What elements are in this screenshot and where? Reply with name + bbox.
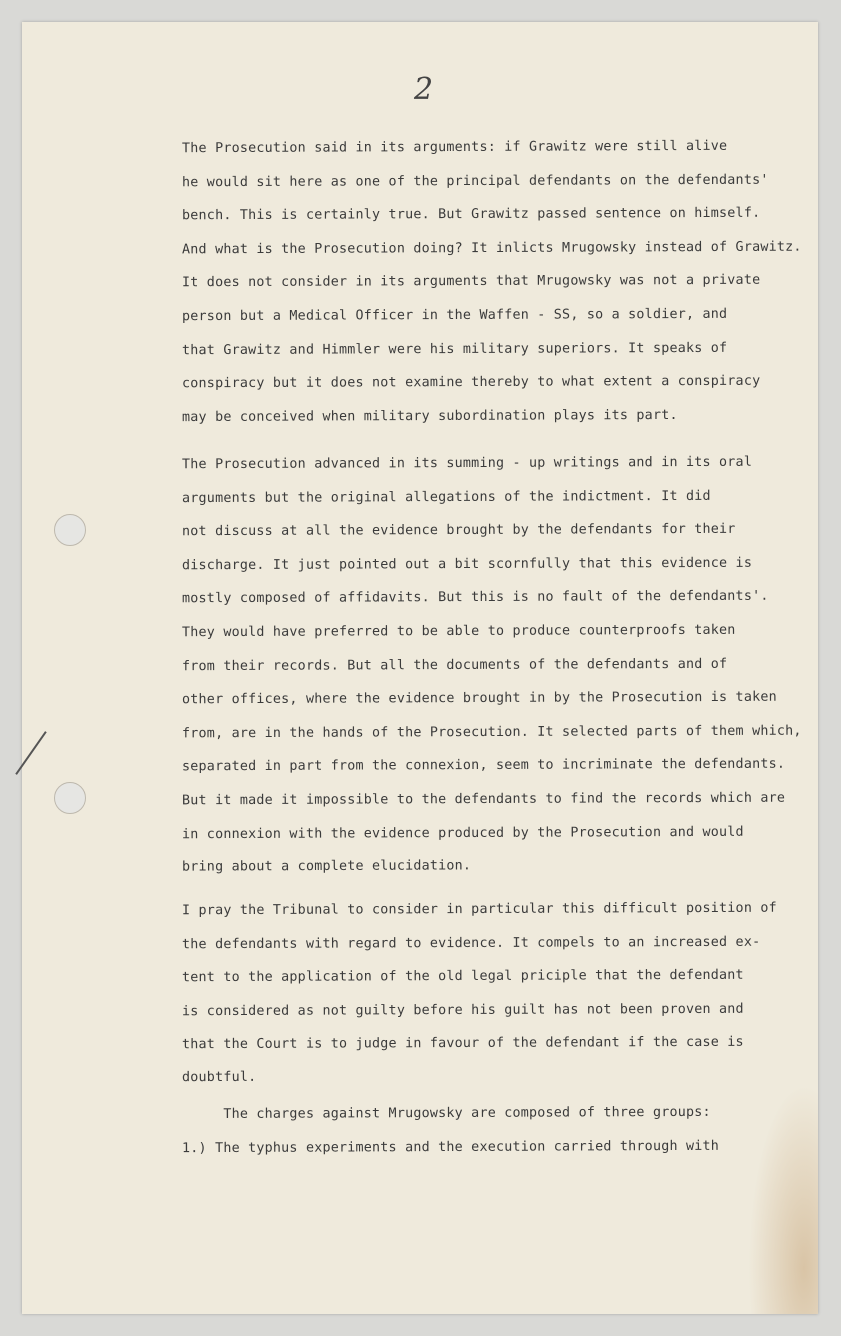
text-line: person but a Medical Officer in the Waffen - SS, so a soldier, and bbox=[181, 306, 728, 325]
text-line: But it made it impossible to the defendants to find the records which are bbox=[181, 790, 786, 809]
text-line: arguments but the original allegations of the indictment. It did bbox=[181, 488, 711, 506]
text-line: The Prosecution said in its arguments: if Grawitz were still alive bbox=[181, 138, 728, 157]
punch-hole-top bbox=[54, 514, 86, 546]
text-line: he would sit here as one of the principal defendants on the defendants' bbox=[181, 172, 769, 190]
text-line: that Grawitz and Himmler were his military superiors. It speaks of bbox=[181, 340, 728, 358]
text-line: from their records. But all the documents of the defendants and of bbox=[181, 656, 728, 674]
text-line: The charges against Mrugowsky are composed of three groups: bbox=[181, 1104, 711, 1123]
text-line: separated in part from the connexion, seem to incriminate the defendants. bbox=[181, 757, 786, 775]
margin-pencil-mark bbox=[15, 731, 46, 775]
text-line: mostly composed of affidavits. But this is no fault of the defendants'. bbox=[181, 589, 769, 607]
text-line: that the Court is to judge in favour of the defendant if the case is bbox=[181, 1035, 744, 1053]
text-line: They would have preferred to be able to produce counterproofs taken bbox=[181, 622, 736, 641]
text-line: conspiracy but it does not examine thereby to what extent a conspiracy bbox=[181, 373, 761, 392]
text-line: the defendants with regard to evidence. It compels to an increased ex- bbox=[181, 934, 761, 952]
text-line: bring about a complete elucidation. bbox=[181, 858, 472, 875]
punch-hole-bottom bbox=[54, 782, 86, 814]
text-line: tent to the application of the old legal priciple that the defendant bbox=[181, 967, 744, 986]
text-line: may be conceived when military subordination plays its part. bbox=[181, 407, 678, 425]
text-line: 1.) The typhus experiments and the execution carried through with bbox=[181, 1138, 720, 1156]
document-page bbox=[22, 22, 818, 1314]
text-line: I pray the Tribunal to consider in particular this difficult position of bbox=[181, 900, 777, 919]
text-line: The Prosecution advanced in its summing - up writings and in its oral bbox=[181, 454, 753, 473]
text-line: bench. This is certainly true. But Grawitz passed sentence on himself. bbox=[181, 205, 761, 224]
text-line: not discuss at all the evidence brought by the defendants for their bbox=[181, 521, 736, 540]
text-line: other offices, where the evidence brought in by the Prosecution is taken bbox=[181, 689, 777, 708]
text-line: in connexion with the evidence produced by the Prosecution and would bbox=[181, 824, 744, 842]
text-line: is considered as not guilty before his guilt has not been proven and bbox=[181, 1001, 744, 1020]
text-line: And what is the Prosecution doing? It inlicts Mrugowsky instead of Grawitz. bbox=[181, 239, 802, 258]
text-line: It does not consider in its arguments that Mrugowsky was not a private bbox=[181, 273, 761, 291]
page-number: 2 bbox=[414, 72, 434, 107]
text-line: doubtful. bbox=[181, 1069, 257, 1086]
typed-text-body bbox=[182, 22, 822, 1314]
text-line: from, are in the hands of the Prosecution. It selected parts of them which, bbox=[181, 723, 802, 742]
text-line: discharge. It just pointed out a bit scornfully that this evidence is bbox=[181, 555, 753, 574]
